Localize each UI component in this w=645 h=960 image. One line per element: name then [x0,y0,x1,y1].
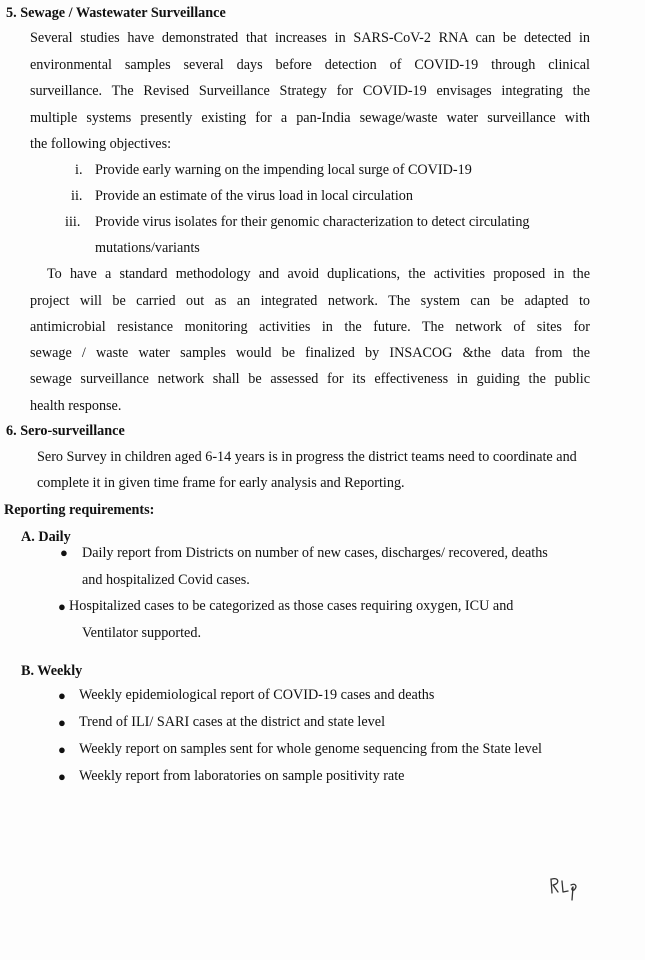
weekly-item-3: Weekly report on samples sent for whole genome sequencing from the State level [79,741,542,757]
weekly-item-1: Weekly epidemiological report of COVID-19 cases and deaths [79,687,435,703]
objective-1-num: i. [75,162,83,178]
section-6-heading: 6. Sero-surveillance [6,423,125,439]
section-6-para-line2: complete it in given time frame for early analysis and Reporting. [37,475,405,491]
bullet-icon: ● [58,769,66,784]
bullet-icon: ● [60,545,68,560]
section-5-para1-line5: the following objectives: [30,136,172,152]
section-5-para2-line1: To have a standard methodology and avoid duplications, the activities proposed in the [47,266,590,282]
section-5-heading: 5. Sewage / Wastewater Surveillance [6,5,226,21]
section-5-para1-line3: surveillance. The Revised Surveillance Strategy for COVID-19 envisages integrating the [30,83,590,99]
objective-2-num: ii. [71,188,83,204]
section-5-para1-line2: environmental samples several days before detection of COVID-19 through clinical [30,57,590,73]
objective-3-continuation: mutations/variants [95,240,200,256]
weekly-heading: B. Weekly [21,663,83,679]
bullet-icon: ● [58,688,66,703]
daily-heading: A. Daily [21,529,71,545]
section-5-para1-line4: multiple systems presently existing for a pan-India sewage/waste water surveillance with [30,110,590,126]
section-5-para2-line4: sewage / waste water samples would be finalized by INSACOG &the data from the [30,345,590,361]
section-5-para2-line5: sewage surveillance network shall be assessed for its effectiveness in guiding the public [30,371,590,387]
section-5-para2-line2: project will be carried out as an integrated network. The system can be adapted to [30,293,590,309]
weekly-item-4: Weekly report from laboratories on sample positivity rate [79,768,405,784]
daily-item-2-line2: Ventilator supported. [82,625,201,641]
reporting-heading: Reporting requirements: [4,502,155,518]
bullet-icon: ● [58,599,66,614]
objective-3-text: Provide virus isolates for their genomic characterization to detect circulating [95,214,530,230]
objective-3-num: iii. [65,214,81,230]
daily-item-1-line1: Daily report from Districts on number of new cases, discharges/ recovered, deaths [82,545,548,561]
signature [547,875,587,901]
daily-item-2-line1: Hospitalized cases to be categorized as those cases requiring oxygen, ICU and [69,598,514,614]
bullet-icon: ● [58,742,66,757]
section-5-para1-line1: Several studies have demonstrated that increases in SARS-CoV-2 RNA can be detected in [30,30,590,46]
objective-1-text: Provide early warning on the impending local surge of COVID-19 [95,162,472,178]
section-5-para2-line3: antimicrobial resistance monitoring activities in the future. The network of sites for [30,319,590,335]
daily-item-1-line2: and hospitalized Covid cases. [82,572,250,588]
section-6-para-line1: Sero Survey in children aged 6-14 years is in progress the district teams need to coordinate and [37,449,577,465]
section-5-para2-line6: health response. [30,398,122,414]
weekly-item-2: Trend of ILI/ SARI cases at the district and state level [79,714,386,730]
bullet-icon: ● [58,715,66,730]
objective-2-text: Provide an estimate of the virus load in local circulation [95,188,413,204]
